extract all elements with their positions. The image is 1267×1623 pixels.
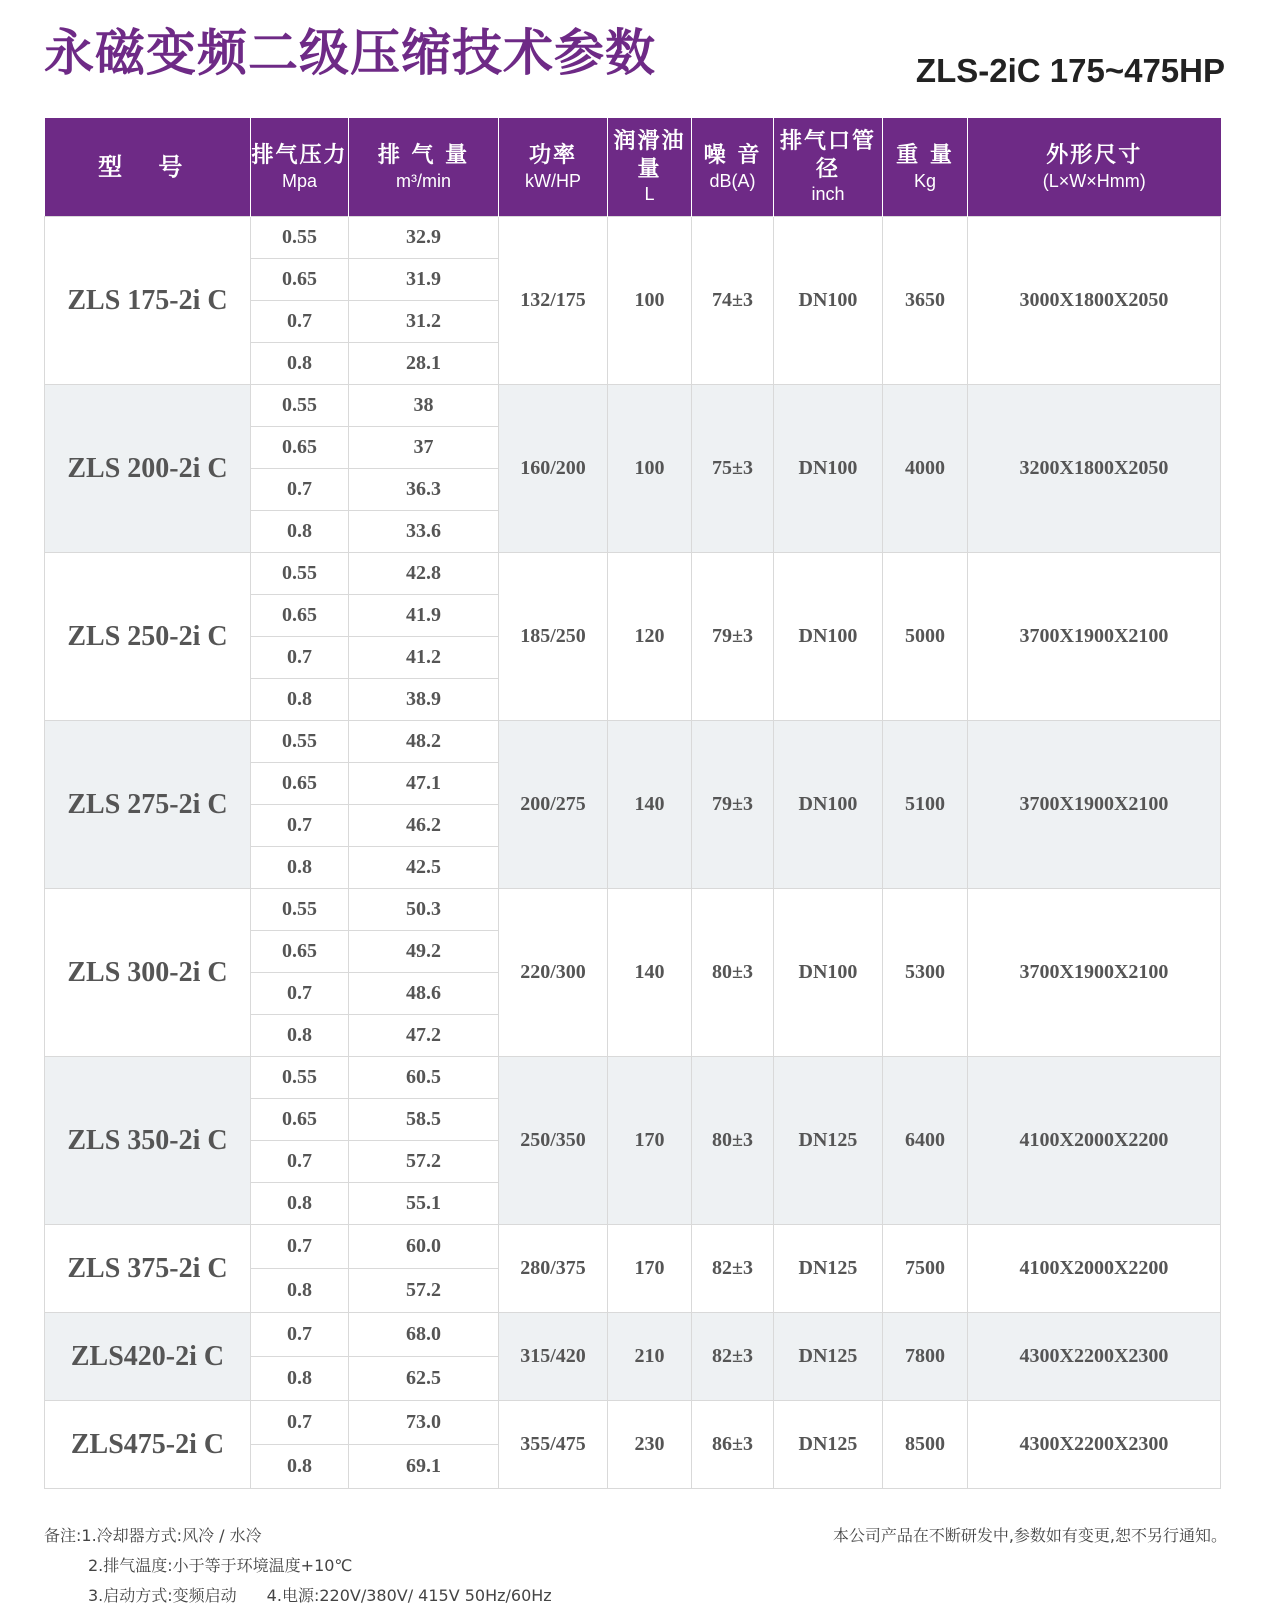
airflow-cell: 41.2 [349,637,499,679]
pressure-cell: 0.7 [251,1313,349,1357]
power-cell: 220/300 [499,889,608,1057]
model-series-label: ZLS-2iC 175~475HP [915,52,1225,89]
table-row [45,889,1221,931]
airflow-cell: 60.0 [349,1225,499,1269]
noise-cell: 82±3 [692,1225,774,1313]
airflow-cell: 42.5 [349,847,499,889]
noise-cell: 75±3 [692,385,774,553]
note-line-3 [44,1581,552,1611]
table-row [45,1401,1221,1445]
table-row [45,721,1221,763]
airflow-cell: 49.2 [349,931,499,973]
pressure-cell: 0.8 [251,679,349,721]
pipe-cell: DN125 [774,1313,883,1401]
model-name: ZLS475-2i C [45,1401,251,1489]
header-pressure: 排气压力 Mpa [251,118,349,217]
note-temperature: 2.排气温度:小于等于环境温度+10℃ [88,1556,353,1575]
weight-cell: 5100 [883,721,968,889]
pressure-cell: 0.8 [251,1445,349,1489]
pressure-cell: 0.8 [251,1357,349,1401]
dimensions-cell: 3700X1900X2100 [968,721,1221,889]
pressure-cell: 0.65 [251,427,349,469]
noise-cell: 80±3 [692,1057,774,1225]
pressure-cell: 0.8 [251,1183,349,1225]
table-header-row [45,118,1221,217]
power-cell: 280/375 [499,1225,608,1313]
pipe-cell: DN100 [774,217,883,385]
airflow-cell: 55.1 [349,1183,499,1225]
airflow-cell: 42.8 [349,553,499,595]
airflow-cell: 31.9 [349,259,499,301]
airflow-cell: 28.1 [349,343,499,385]
header-weight: 重 量 Kg [883,118,968,217]
oil-cell: 170 [608,1225,692,1313]
airflow-cell: 38.9 [349,679,499,721]
pressure-cell: 0.7 [251,805,349,847]
notes-prefix: 备注: [44,1526,82,1545]
airflow-cell: 47.2 [349,1015,499,1057]
header-airflow: 排 气 量 m³/min [349,118,499,217]
pressure-cell: 0.55 [251,889,349,931]
airflow-cell: 69.1 [349,1445,499,1489]
dimensions-cell: 3700X1900X2100 [968,553,1221,721]
spec-table [44,118,1221,1489]
airflow-cell: 48.6 [349,973,499,1015]
oil-cell: 100 [608,217,692,385]
model-name: ZLS 175-2i C [45,217,251,385]
pressure-cell: 0.8 [251,847,349,889]
table-row [45,385,1221,427]
pipe-cell: DN125 [774,1225,883,1313]
airflow-cell: 47.1 [349,763,499,805]
table-row [45,1313,1221,1357]
airflow-cell: 60.5 [349,1057,499,1099]
pressure-cell: 0.8 [251,1015,349,1057]
pipe-cell: DN100 [774,553,883,721]
pressure-cell: 0.7 [251,973,349,1015]
noise-cell: 80±3 [692,889,774,1057]
airflow-cell: 33.6 [349,511,499,553]
pipe-cell: DN125 [774,1401,883,1489]
pressure-cell: 0.55 [251,721,349,763]
pressure-cell: 0.65 [251,763,349,805]
pipe-cell: DN100 [774,721,883,889]
airflow-cell: 57.2 [349,1269,499,1313]
noise-cell: 86±3 [692,1401,774,1489]
header-model: 型 号 [45,118,251,217]
model-name: ZLS420-2i C [45,1313,251,1401]
notes [44,1521,552,1611]
pressure-cell: 0.55 [251,385,349,427]
pressure-cell: 0.65 [251,931,349,973]
weight-cell: 7800 [883,1313,968,1401]
weight-cell: 6400 [883,1057,968,1225]
noise-cell: 82±3 [692,1313,774,1401]
dimensions-cell: 4300X2200X2300 [968,1401,1221,1489]
oil-cell: 230 [608,1401,692,1489]
pressure-cell: 0.7 [251,301,349,343]
weight-cell: 5300 [883,889,968,1057]
pressure-cell: 0.7 [251,1141,349,1183]
note-start-mode: 3.启动方式:变频启动 [88,1586,237,1605]
model-name: ZLS 275-2i C [45,721,251,889]
header-pipe: 排气口管径 inch [774,118,883,217]
airflow-cell: 68.0 [349,1313,499,1357]
note-cooling: 1.冷却器方式:风冷 / 水冷 [81,1526,262,1545]
pipe-cell: DN100 [774,889,883,1057]
model-name: ZLS 300-2i C [45,889,251,1057]
pipe-cell: DN100 [774,385,883,553]
model-name: ZLS 350-2i C [45,1057,251,1225]
pipe-cell: DN125 [774,1057,883,1225]
header-oil: 润滑油量 L [608,118,692,217]
pressure-cell: 0.55 [251,1057,349,1099]
table-row [45,1057,1221,1099]
pressure-cell: 0.8 [251,1269,349,1313]
airflow-cell: 37 [349,427,499,469]
power-cell: 160/200 [499,385,608,553]
pressure-cell: 0.7 [251,1401,349,1445]
model-name: ZLS 250-2i C [45,553,251,721]
power-cell: 250/350 [499,1057,608,1225]
power-cell: 185/250 [499,553,608,721]
oil-cell: 210 [608,1313,692,1401]
dimensions-cell: 4100X2000X2200 [968,1057,1221,1225]
table-row [45,217,1221,259]
power-cell: 132/175 [499,217,608,385]
header-dimensions: 外形尺寸 (L×W×Hmm) [968,118,1221,217]
pressure-cell: 0.55 [251,553,349,595]
oil-cell: 140 [608,889,692,1057]
airflow-cell: 57.2 [349,1141,499,1183]
noise-cell: 79±3 [692,721,774,889]
pressure-cell: 0.7 [251,469,349,511]
airflow-cell: 31.2 [349,301,499,343]
dimensions-cell: 4300X2200X2300 [968,1313,1221,1401]
table-row [45,1225,1221,1269]
pressure-cell: 0.7 [251,637,349,679]
airflow-cell: 36.3 [349,469,499,511]
weight-cell: 3650 [883,217,968,385]
power-cell: 315/420 [499,1313,608,1401]
airflow-cell: 46.2 [349,805,499,847]
pressure-cell: 0.65 [251,259,349,301]
airflow-cell: 73.0 [349,1401,499,1445]
note-line-1 [44,1521,552,1551]
model-name: ZLS 375-2i C [45,1225,251,1313]
pressure-cell: 0.55 [251,217,349,259]
noise-cell: 79±3 [692,553,774,721]
pressure-cell: 0.65 [251,1099,349,1141]
oil-cell: 100 [608,385,692,553]
pressure-cell: 0.8 [251,343,349,385]
weight-cell: 5000 [883,553,968,721]
airflow-cell: 50.3 [349,889,499,931]
pressure-cell: 0.7 [251,1225,349,1269]
airflow-cell: 58.5 [349,1099,499,1141]
weight-cell: 7500 [883,1225,968,1313]
airflow-cell: 41.9 [349,595,499,637]
table-row [45,553,1221,595]
power-cell: 200/275 [499,721,608,889]
header-power: 功率 kW/HP [499,118,608,217]
pressure-cell: 0.8 [251,511,349,553]
oil-cell: 120 [608,553,692,721]
dimensions-cell: 3200X1800X2050 [968,385,1221,553]
weight-cell: 8500 [883,1401,968,1489]
airflow-cell: 62.5 [349,1357,499,1401]
page-title: 永磁变频二级压缩技术参数 [44,24,656,82]
oil-cell: 170 [608,1057,692,1225]
dimensions-cell: 4100X2000X2200 [968,1225,1221,1313]
pressure-cell: 0.65 [251,595,349,637]
dimensions-cell: 3700X1900X2100 [968,889,1221,1057]
airflow-cell: 48.2 [349,721,499,763]
airflow-cell: 38 [349,385,499,427]
dimensions-cell: 3000X1800X2050 [968,217,1221,385]
oil-cell: 140 [608,721,692,889]
header-noise: 噪 音 dB(A) [692,118,774,217]
table-body [45,217,1221,1489]
model-name: ZLS 200-2i C [45,385,251,553]
weight-cell: 4000 [883,385,968,553]
noise-cell: 74±3 [692,217,774,385]
disclaimer: 本公司产品在不断研发中,参数如有变更,恕不另行通知。 [832,1526,1227,1545]
airflow-cell: 32.9 [349,217,499,259]
power-cell: 355/475 [499,1401,608,1489]
note-power-supply: 4.电源:220V/380V/ 415V 50Hz/60Hz [266,1586,552,1605]
